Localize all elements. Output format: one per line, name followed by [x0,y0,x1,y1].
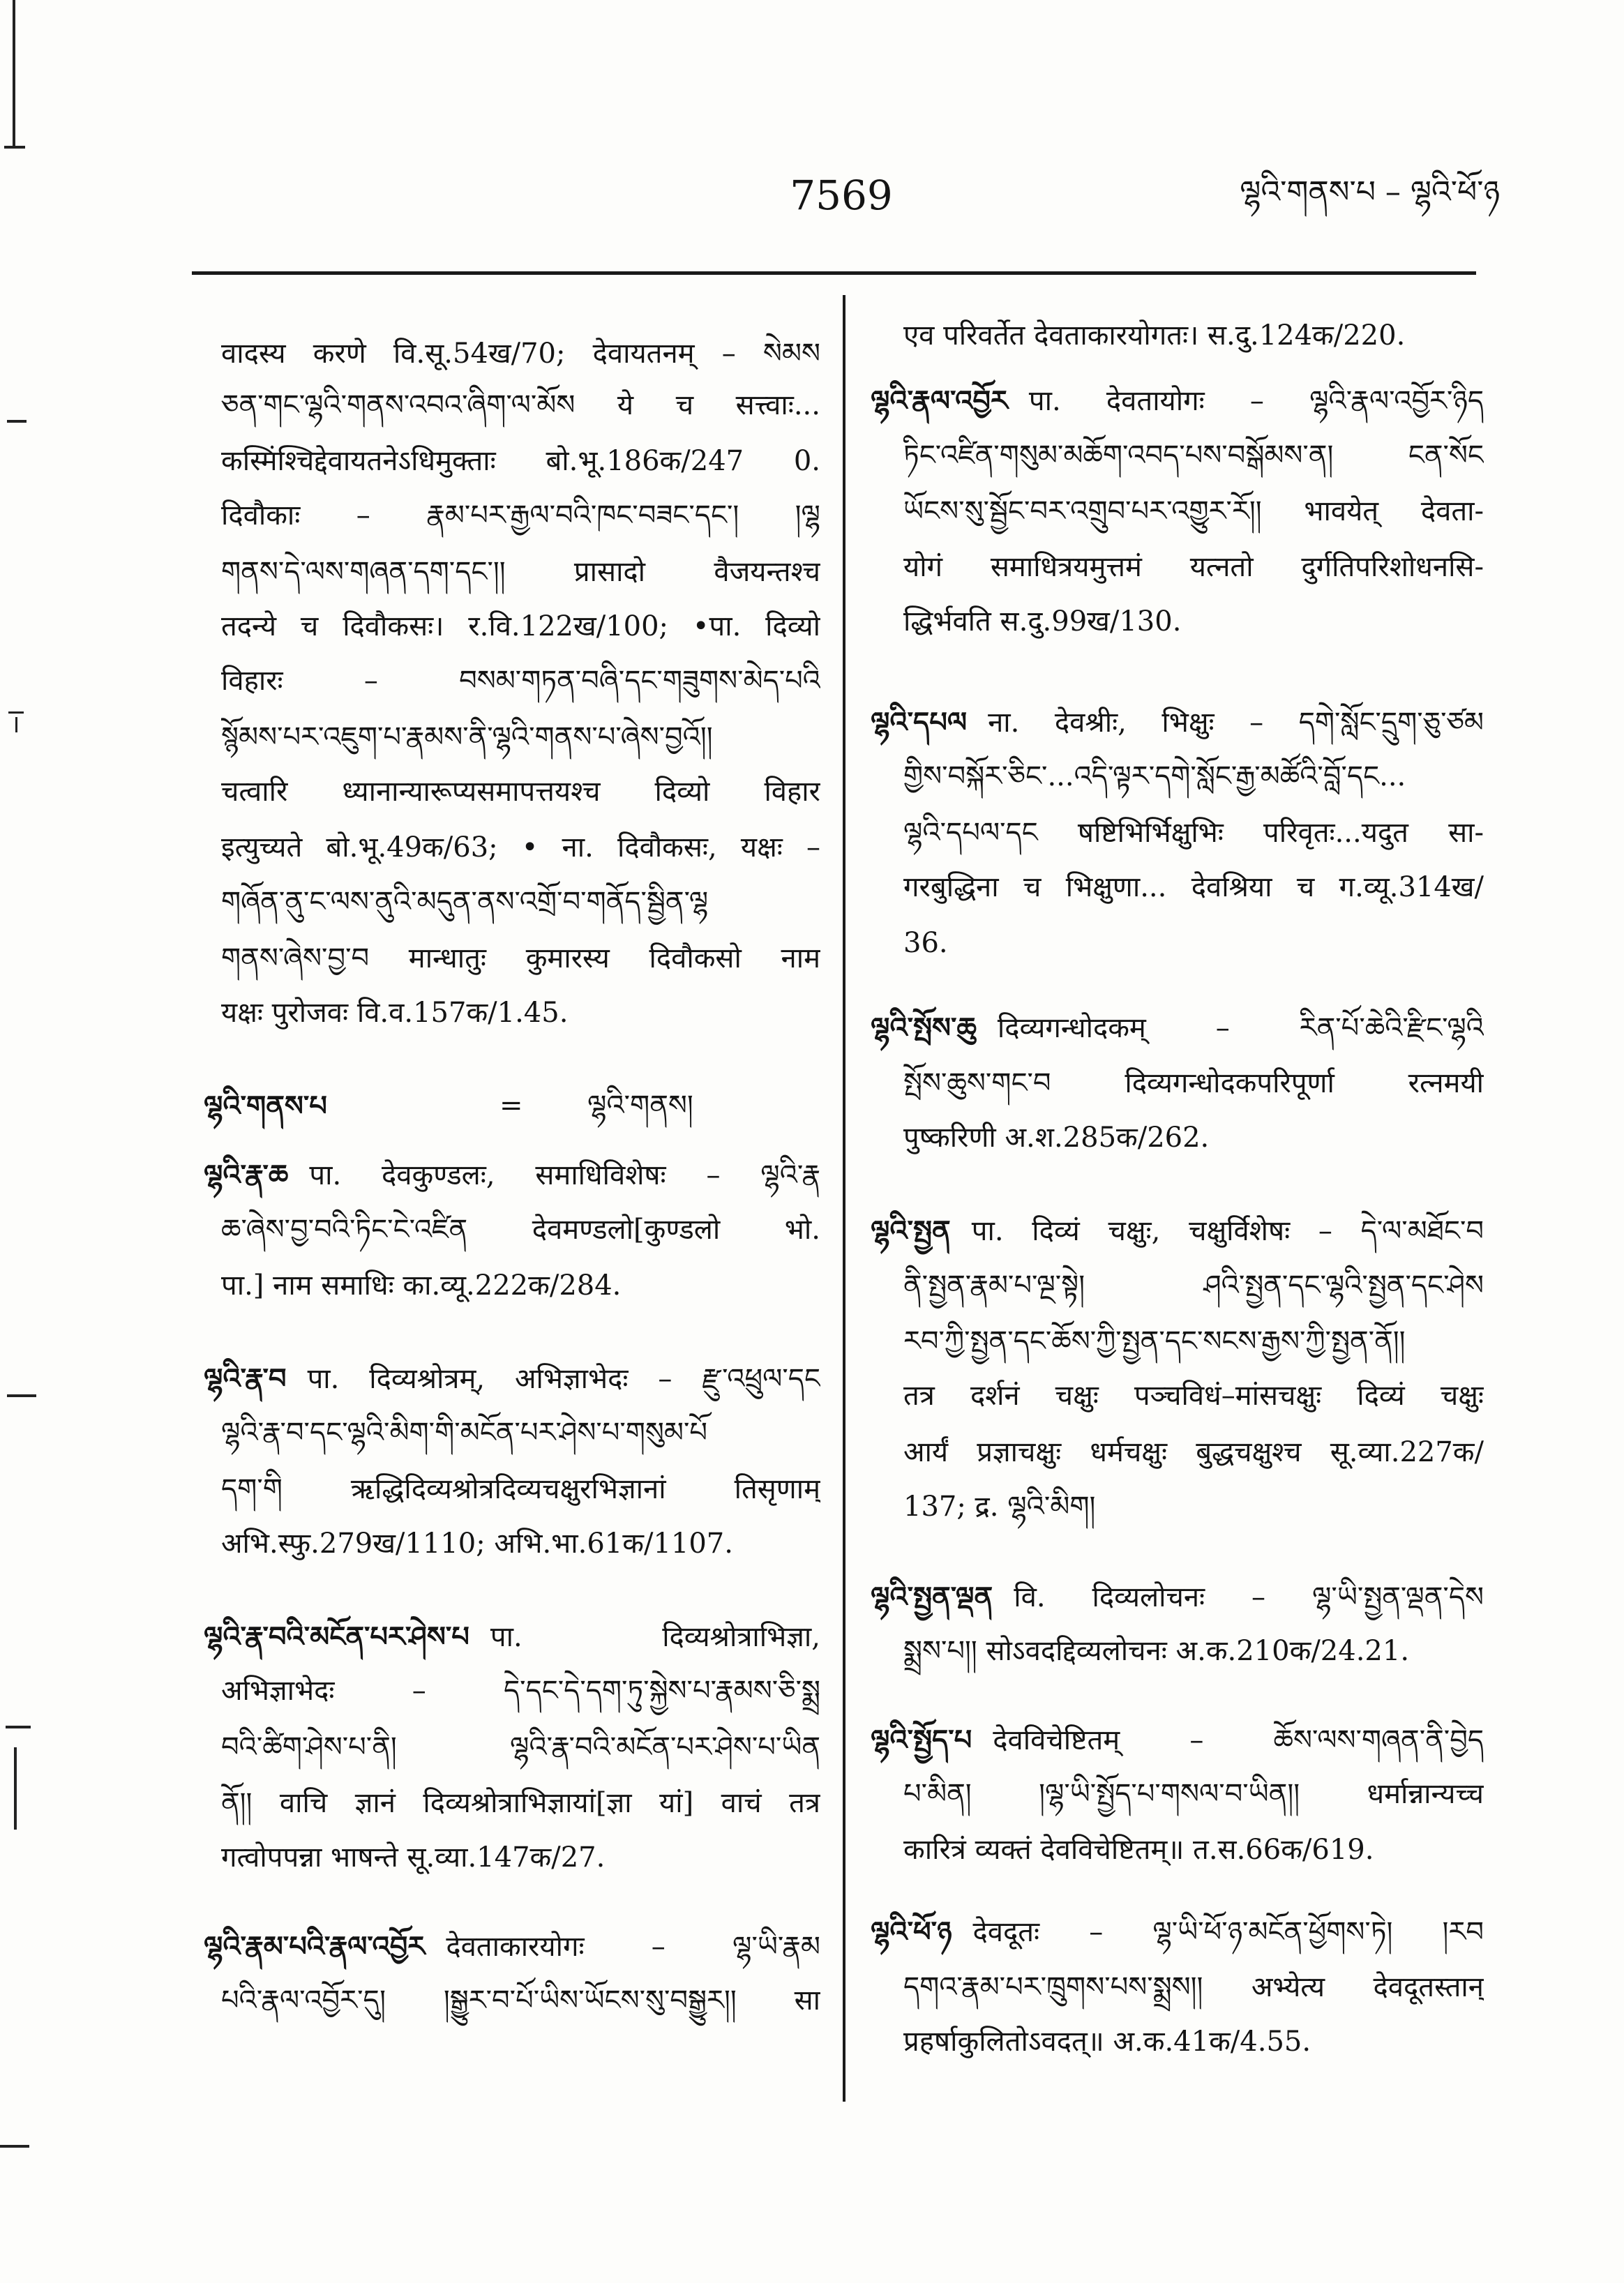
text-line: རབ་ཀྱི་སྤྱན་དང་ཆོས་ཀྱི་སྤྱན་དང་སངས་རྒྱས་ཀྱི་སྤྱན་ནོ།། [903,1325,1406,1357]
entry-text: देवविचेष्टितम् – ཆོས་ལས་གཞན་ནི་བྱེད [993,1724,1484,1756]
text-line: བའི་ཚིག་ཤེས་པ་ནི། ལྷའི་རྣ་བའི་མངོན་པར་ཤེས་པ་ཡིན [221,1731,820,1763]
text-line: इत्युच्यते बो.भू.49क/63; • ना. दिवौकसः, यक्षः – [221,831,820,864]
text-line: ནོ།། वाचि ज्ञानं दिव्यश्रोत्राभिज्ञायां[ज्ञा यां] वाचं तत्र [221,1787,820,1819]
entry-text: दिव्यगन्धोदकम् – རིན་པོ་ཆེའི་རྫིང་ལྷའི [997,1012,1484,1044]
text-line: པ་མིན། །ལྷ་ཡི་སྤྱོད་པ་གསལ་བ་ཡིན།། धर्मान्नान्यच्च [903,1778,1484,1810]
text-line: གནས་དེ་ལས་གཞན་དག་དང་།། प्रासादो वैजयन्तश्च [221,556,820,588]
entry-text: पा. दिव्यश्रोत्राभिज्ञा, [490,1621,820,1653]
text-line: पुष्करिणी अ.श.285क/262. [903,1122,1210,1154]
entry-text: देवताकारयोगः – ལྷ་ཡི་རྣམ [446,1931,820,1963]
text-line: ཏིང་འཛིན་གསུམ་མཆོག་འབད་པས་བསྒོམས་ན། ངན་སོང [903,439,1484,472]
text-line: कस्मिंश्चिद्देवायतनेऽधिमुक्ताः बो.भू.186क/247 0. [221,445,820,477]
text-line: གནས་ཞེས་བྱ་བ मान्धातुः कुमारस्य दिवौकसो नाम [221,942,820,974]
text-line: गत्वोपपन्ना भाषन्ते सू.व्या.147क/27. [221,1841,606,1874]
entry-text: वि. दिव्यलोचनः – ལྷ་ཡི་སྤྱན་ལྡན་དེས [1014,1581,1484,1613]
text-line: དག་གི ऋद्धिदिव्यश्रोत्रदिव्यचक्षुरभिज्ञानां तिसृणाम् [221,1473,820,1505]
entry-text: ना. देवश्रीः, भिक्षुः – དགེ་སློང་དྲུག་ཅུ་ཙམ [988,707,1484,739]
entry-first-line [204,1147,820,1203]
entry-text: पा. देवकुण्डलः, समाधिविशेषः – ལྷའི་རྣ [309,1159,820,1191]
text-line: ལྷའི་རྣ་བ་དང་ལྷའི་མིག་གི་མངོན་པར་ཤེས་པ་གསུམ་པོ [221,1417,708,1449]
scan-mark [13,0,15,147]
text-line: एव परिवर्तेत देवताकारयोगतः। स.दु.124क/220. [903,319,1406,352]
entry-first-line [871,1569,1484,1625]
entry-first-line [871,1203,1484,1258]
text-line: ལྷའི་དཔལ་དང षष्टिभिर्भिक्षुभिः परिवृतः...यदुत सा- [903,817,1484,849]
text-line: སྨྲས་པ།། सोऽवदद्दिव्यलोचनः अ.क.210क/24.21. [903,1635,1410,1667]
scan-mark [14,1747,17,1830]
equals-sign: = [499,1090,523,1122]
text-line: प्रहर्षाकुलितोऽवदत्॥ अ.क.41क/4.55. [903,2026,1311,2058]
text-line: यक्षः पुरोजवः वि.व.157क/1.45. [221,997,569,1029]
text-line: दिवौकाः – རྣམ་པར་རྒྱལ་བའི་ཁང་བཟང་དང་། །ལྷ [221,499,820,532]
entry-first-line [204,1919,820,1974]
entry-text: पा. देवतायोगः – ལྷའི་རྣལ་འབྱོར་ཉིད [1028,385,1484,417]
entry-first-line [871,1712,1484,1768]
text-line: སྙོམས་པར་འཇུག་པ་རྣམས་ནི་ལྷའི་གནས་པ་ཞེས་བྱའོ།། [221,721,713,753]
text-line: आर्यं प्रज्ञाचक्षुः धर्मचक्षुः बुद्धचक्षुश्च सू.व्या.227क/ [903,1436,1484,1468]
cross-reference-target: ལྷའི་གནས། [587,1090,693,1122]
scan-mark [7,420,27,423]
text-line: योगं समाधित्रयमुत्तमं यत्नतो दुर्गतिपरिशोधनसि- [903,551,1484,583]
page-number: 7569 [790,172,893,219]
text-line: 36. [903,927,948,959]
text-line: तदन्ये च दिवौकसः। र.वि.122ख/100; •पा. दिव्यो [221,610,820,642]
scan-mark [4,146,25,149]
text-line: चत्वारि ध्यानान्यारूप्यसमापत्तयश्च दिव्यो विहार [221,776,820,808]
headword: ལྷའི་སྤོས་ཆུ [871,1011,977,1044]
text-line: अभि.स्फु.279ख/1110; अभि.भा.61क/1107. [221,1528,733,1560]
entry-first-line [204,1351,820,1406]
text-line: སྤོས་ཆུས་གང་བ दिव्यगन्धोदकपरिपूर्णा रत्नमयी [903,1067,1484,1099]
scan-mark [0,2145,29,2148]
text-line: ཡོངས་སུ་སྦྱོང་བར་འགྲུབ་པར་འགྱུར་རོ།། भावयेत् देवता- [903,495,1484,527]
text-line: 137; द्र. ལྷའི་མིག། [903,1491,1096,1523]
text-line: द्धिर्भवति स.दु.99ख/130. [903,605,1182,638]
text-line: कारित्रं व्यक्तं देवविचेष्टितम्॥ त.स.66क/619. [903,1834,1374,1866]
text-line: अभिज्ञाभेदः – དེ་དང་དེ་དག་ཏུ་སྐྱེས་པ་རྣམས་ཅི་སྨྲ [221,1675,820,1707]
headword: ལྷའི་སྤྱོད་པ [871,1724,972,1756]
headword: ལྷའི་གནས་པ [204,1090,327,1122]
entry-first-line [871,695,1484,750]
text-line: དགའ་རྣམ་པར་ཁྲུགས་པས་སྨྲས།། अभ्येत्य देवदूतस्तान् [903,1971,1484,2003]
text-line: གཞོན་ནུ་ང་ལས་ནུའི་མདུན་ནས་འགྲོ་བ་གནོད་སྦྱིན་ལྷ [221,886,709,918]
entry-first-line [871,373,1484,428]
text-line: གྱིས་བསྐོར་ཅིང་...འདི་ལྟར་དགེ་སློང་རྒྱ་མཚོའི་བློ་དང... [903,760,1406,792]
entry-text: देवदूतः – ལྷ་ཡི་ཕོ་ཉ་མངོན་ཕྱོགས་ཏེ། །རབ [972,1916,1484,1948]
entry-text: पा. दिव्यश्रोत्रम्, अभिज्ञाभेदः – རྫུ་འཕྲུལ་དང [307,1363,820,1395]
text-line: ཅན་གང་ལྷའི་གནས་འབའ་ཞིག་ལ་མོས ये च सत्त्वाः... [221,389,820,421]
entry-first-line [871,1904,1484,1959]
entry-text: पा. दिव्यं चक्षुः, चक्षुर्विशेषः – དེ་ལ་མཐོང་བ [971,1215,1484,1247]
scan-mark [6,1726,31,1728]
scan-mark [15,717,17,732]
text-line: गरबुद्धिना च भिक्षुणा... देवश्रिया च ग.व्यू.314ख/ [903,871,1484,903]
headword: ལྷའི་རྣམ་པའི་རྣལ་འབྱོར [204,1930,426,1963]
headword: ལྷའི་རྣ་བའི་མངོན་པར་ཤེས་པ [204,1620,469,1653]
headword: ལྷའི་ཕོ་ཉ [871,1915,952,1948]
text-line: विहारः – བསམ་གཏན་བཞི་དང་གཟུགས་མེད་པའི [221,665,820,697]
text-line: ཆ་ཞེས་བྱ་བའི་ཏིང་ངེ་འཛིན देवमण्डलो[कुण्डलो भो. [221,1214,820,1246]
scan-mark [7,1394,36,1397]
headword: ལྷའི་སྤྱན [871,1214,951,1247]
header-rule [192,271,1476,275]
column-divider [843,295,845,2102]
text-line: वादस्य करणे वि.सू.54ख/70; देवायतनम् – སེམས [221,338,820,370]
text-line: པའི་རྣལ་འབྱོར་དུ། །སྒྱུར་བ་པོ་ཡིས་ཡོངས་སུ་བསྒྱུར།། सा [221,1984,820,2017]
text-line: पा.] नाम समाधिः का.व्यू.222क/284. [221,1269,622,1302]
headword: ལྷའི་རྣ་ཆ [204,1159,289,1191]
headword: ལྷའི་སྤྱན་ལྡན [871,1581,993,1613]
headword: ལྷའི་རྣ་བ [204,1362,287,1395]
text-line: तत्र दर्शनं चक्षुः पञ्चविधं–मांसचक्षुः दिव्यं चक्षुः [903,1380,1484,1412]
headword: ལྷའི་རྣལ་འབྱོར [871,384,1008,417]
text-line: ནི་སྤྱན་རྣམ་པ་ལྔ་སྟེ། ཤའི་སྤྱན་དང་ལྷའི་སྤྱན་དང་ཤེས [903,1269,1484,1302]
entry-first-line [871,1000,1484,1055]
running-head: ལྷའི་གནས་པ – ལྷའི་ཕོ་ཉ [1240,174,1500,210]
headword: ལྷའི་དཔལ [871,706,968,739]
entry-first-line [204,1609,820,1664]
scan-mark [8,711,24,714]
